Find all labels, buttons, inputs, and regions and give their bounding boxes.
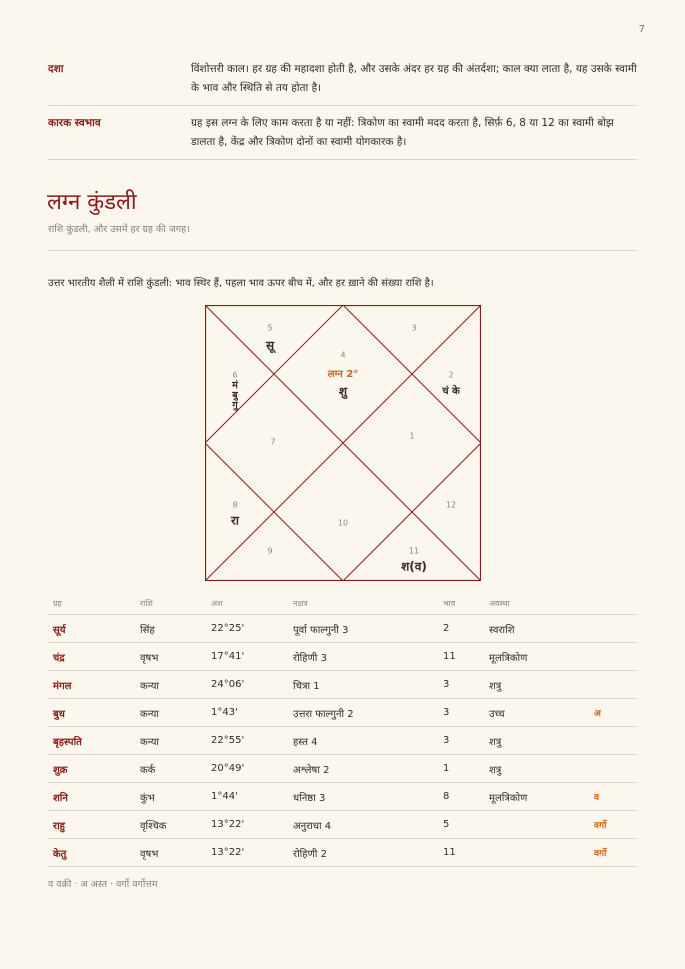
table-row <box>48 615 637 643</box>
column-header: अवस्था <box>484 593 589 615</box>
table-cell: रोहिणी 3 <box>288 643 438 671</box>
column-header: राशि <box>135 593 206 615</box>
table-cell: 5 <box>438 811 484 839</box>
table-cell: स्वराशि <box>484 615 589 643</box>
table-cell: रोहिणी 2 <box>288 839 438 867</box>
house-2-sign: 3 <box>411 323 417 333</box>
house-9-planets: रा <box>230 513 240 528</box>
planet-name: चंद्र <box>48 643 135 671</box>
table-cell: पूर्वा फाल्गुनी 3 <box>288 615 438 643</box>
planet-mangal: मं <box>232 380 238 391</box>
table-cell: 20°49' <box>206 755 288 783</box>
table-row <box>48 671 637 699</box>
planet-name: मंगल <box>48 671 135 699</box>
planet-name: बृहस्पति <box>48 727 135 755</box>
house-1-planets: शु <box>338 384 348 399</box>
table-cell: हस्त 4 <box>288 727 438 755</box>
house-6-planets: श(व) <box>401 559 427 574</box>
status-flag <box>589 615 637 643</box>
definition-term: कारक स्वभाव <box>48 117 101 129</box>
planet-name: केतु <box>48 839 135 867</box>
table-cell: 22°25' <box>206 615 288 643</box>
table-cell <box>484 839 589 867</box>
status-flag <box>589 755 637 783</box>
column-header <box>589 593 637 615</box>
definition-term: दशा <box>48 63 64 75</box>
status-flag: व <box>589 783 637 811</box>
table-cell: 1 <box>438 755 484 783</box>
house-7-sign: 10 <box>337 518 349 528</box>
table-cell: 8 <box>438 783 484 811</box>
planet-name: शनि <box>48 783 135 811</box>
table-cell: अश्लेषा 2 <box>288 755 438 783</box>
chart-caption: उत्तर भारतीय शैली में राशि कुंडली: भाव स्थिर हैं, पहला भाव ऊपर बीच में, और हर ख़ाने की संख्या राशि है। <box>48 278 434 289</box>
status-flag <box>589 671 637 699</box>
table-cell: उत्तरा फाल्गुनी 2 <box>288 699 438 727</box>
planet-name: राहु <box>48 811 135 839</box>
table-row <box>48 699 637 727</box>
table-row <box>48 839 637 867</box>
house-8-sign: 9 <box>267 546 273 556</box>
house-3-planets: चं के <box>442 386 460 397</box>
house-5-sign: 12 <box>445 500 457 510</box>
planet-name: बुध <box>48 699 135 727</box>
status-flag <box>589 727 637 755</box>
table-cell: 11 <box>438 643 484 671</box>
table-row <box>48 727 637 755</box>
status-flag: अ <box>589 699 637 727</box>
planet-budh: बु <box>232 390 238 401</box>
column-header: अंश <box>206 593 288 615</box>
table-cell: धनिष्ठा 3 <box>288 783 438 811</box>
table-cell: उच्च <box>484 699 589 727</box>
table-cell: मूलत्रिकोण <box>484 643 589 671</box>
table-cell: 17°41' <box>206 643 288 671</box>
section-divider <box>48 250 637 251</box>
table-cell: 22°55' <box>206 727 288 755</box>
table-cell: कर्क <box>135 755 206 783</box>
table-cell: शत्रु <box>484 727 589 755</box>
planet-guru: गु <box>232 400 238 411</box>
page-number: 7 <box>638 24 645 35</box>
house-4-sign: 1 <box>409 431 415 441</box>
status-flag: वर्गो <box>589 811 637 839</box>
table-row <box>48 755 637 783</box>
house-3-sign: 2 <box>448 370 454 380</box>
table-cell: 3 <box>438 699 484 727</box>
table-cell: कन्या <box>135 671 206 699</box>
table-cell: कुंभ <box>135 783 206 811</box>
table-cell: 2 <box>438 615 484 643</box>
table-cell: चित्रा 1 <box>288 671 438 699</box>
table-row <box>48 643 637 671</box>
table-cell: शत्रु <box>484 755 589 783</box>
table-cell: 1°43' <box>206 699 288 727</box>
table-cell: 24°06' <box>206 671 288 699</box>
column-header: भाव <box>438 593 484 615</box>
column-header: नक्षत्र <box>288 593 438 615</box>
table-cell: 13°22' <box>206 811 288 839</box>
house-9-sign: 8 <box>232 500 238 510</box>
house-11-sign: 6 <box>232 370 238 380</box>
house-6-sign: 11 <box>408 546 420 556</box>
table-cell: वृषभ <box>135 643 206 671</box>
definition-description: विंशोत्तरी काल। हर ग्रह की महादशा होती है, और उसके अंदर हर ग्रह की अंतर्दशा; काल क्या लाता है, यह उसके स्वामी के भाव और स्थिति से तय होता है। <box>191 63 637 94</box>
table-cell: 11 <box>438 839 484 867</box>
table-cell: 3 <box>438 727 484 755</box>
table-cell: कन्या <box>135 727 206 755</box>
table-header-row <box>48 593 637 615</box>
table-cell: कन्या <box>135 699 206 727</box>
table-cell: शत्रु <box>484 671 589 699</box>
table-cell: 1°44' <box>206 783 288 811</box>
house-12-sign: 5 <box>267 323 273 333</box>
definition-row-karak <box>48 116 637 160</box>
table-cell: सिंह <box>135 615 206 643</box>
table-cell: वृश्चिक <box>135 811 206 839</box>
planet-name: सूर्य <box>48 615 135 643</box>
column-header: ग्रह <box>48 593 135 615</box>
section-subtitle: राशि कुंडली, और उसमें हर ग्रह की जगह। <box>48 224 190 235</box>
table-cell: मूलत्रिकोण <box>484 783 589 811</box>
table-legend: व वक्री · अ अस्त · वर्गो वर्गोत्तम <box>48 879 158 890</box>
definition-row-dasha <box>48 62 637 106</box>
house-12-planets: सू <box>265 338 275 353</box>
section-title: लग्न कुंडली <box>47 190 137 215</box>
status-flag <box>589 643 637 671</box>
house-1-sign: 4 <box>340 350 346 360</box>
lagna-kundli-chart <box>205 305 481 581</box>
planet-name: शुक्र <box>48 755 135 783</box>
kundli-grid <box>205 305 481 581</box>
house-10-sign: 7 <box>270 437 276 447</box>
lagna-marker: लग्न 2° <box>327 369 359 380</box>
planet-table <box>48 593 637 867</box>
table-cell: 3 <box>438 671 484 699</box>
table-row <box>48 811 637 839</box>
table-cell: 13°22' <box>206 839 288 867</box>
table-cell <box>484 811 589 839</box>
definition-description: ग्रह इस लग्न के लिए काम करता है या नहीं: त्रिकोण का स्वामी मदद करता है, सिर्फ़ 6, 8 या 12 का स्वामी बोझ डालता है, केंद्र और त्रिकोण दोनों का स्वामी योगकारक है। <box>191 117 614 148</box>
house-11-planets <box>232 381 238 411</box>
status-flag: वर्गो <box>589 839 637 867</box>
table-cell: वृषभ <box>135 839 206 867</box>
table-cell: अनुराधा 4 <box>288 811 438 839</box>
table-row <box>48 783 637 811</box>
